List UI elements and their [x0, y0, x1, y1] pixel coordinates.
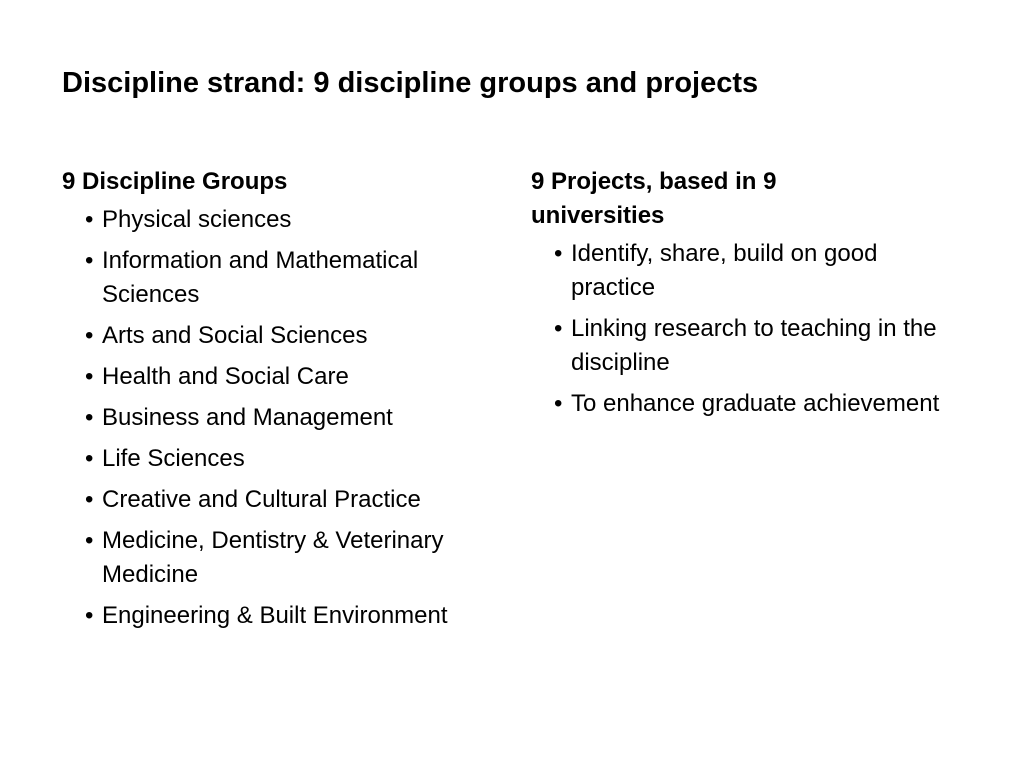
discipline-group-item: • Medicine, Dentistry & Veterinary Medicine [62, 524, 502, 592]
discipline-groups-column [62, 165, 502, 640]
discipline-group-item: • Arts and Social Sciences [62, 319, 502, 353]
discipline-group-item: • Business and Management [62, 401, 502, 435]
discipline-group-item: • Engineering & Built Environment [62, 599, 502, 633]
project-goal-item: • Linking research to teaching in the discipline [531, 312, 961, 380]
projects-list [531, 237, 971, 421]
project-goal-item: • To enhance graduate achievement [531, 387, 961, 421]
discipline-group-item: • Creative and Cultural Practice [62, 483, 502, 517]
discipline-group-item: • Physical sciences [62, 203, 502, 237]
project-goal-item: • Identify, share, build on good practice [531, 237, 961, 305]
slide-title: Discipline strand: 9 discipline groups and projects [62, 67, 759, 99]
projects-heading: 9 Projects, based in 9 universities [531, 168, 777, 229]
discipline-groups-heading: 9 Discipline Groups [62, 168, 288, 195]
discipline-group-item: • Health and Social Care [62, 360, 502, 394]
discipline-group-item: • Information and Mathematical Sciences [62, 244, 502, 312]
discipline-groups-list [62, 203, 502, 633]
discipline-group-item: • Life Sciences [62, 442, 502, 476]
projects-column [531, 165, 971, 428]
